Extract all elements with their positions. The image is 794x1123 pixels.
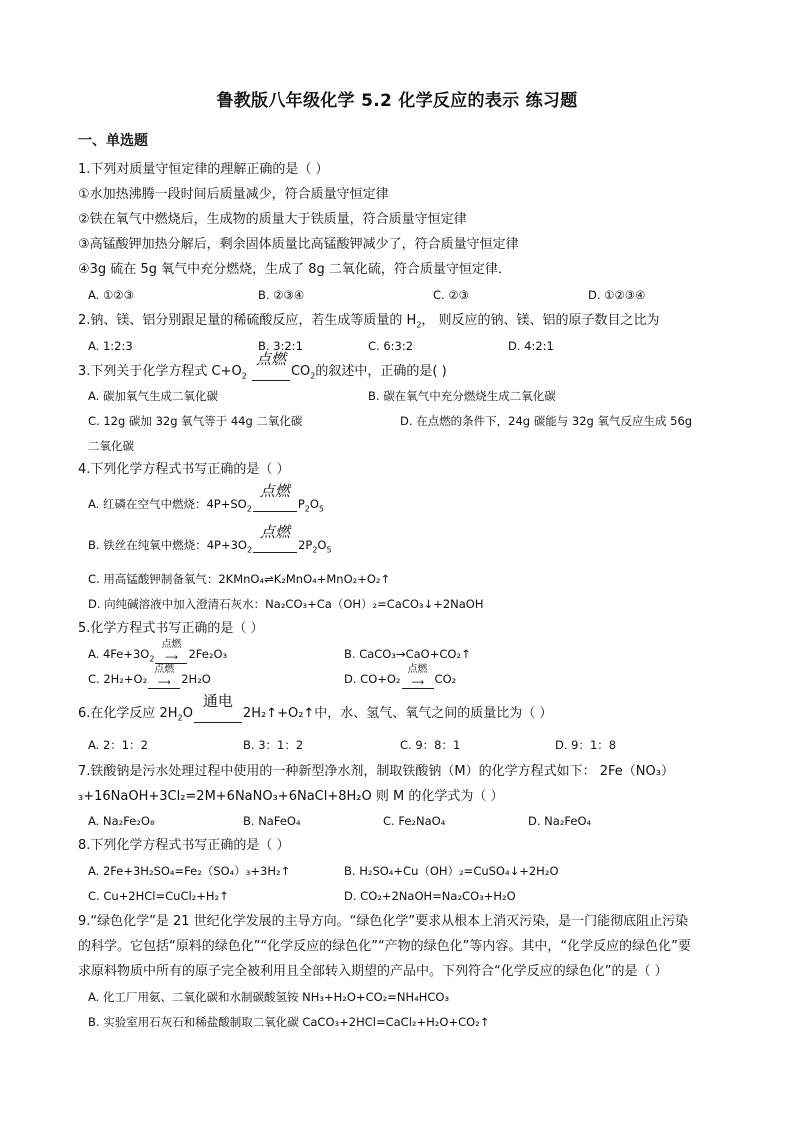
q4-option-a[interactable]: A. 红磷在空气中燃烧：$4P+SO_2$ 点燃 $P_2O_5$ — [88, 482, 324, 514]
q1-option-c[interactable]: C. ②③ — [433, 288, 469, 302]
q4-a-condition: 点燃 — [253, 497, 297, 512]
q9-option-a[interactable]: A. 化工厂用氨、二氧化碳和水制碳酸氢铵 NH₃+H₂O+CO₂=NH₄HCO₃ — [88, 990, 450, 1004]
q4-option-b[interactable]: B. 铁丝在纯氧中燃烧：$4P+3O_2$ 点燃 $2P_2O_5$ — [88, 523, 332, 555]
q4-b-condition: 点燃 — [253, 538, 297, 553]
q7-stem-line1: 7.铁酸钠是污水处理过程中使用的一种新型净水剂，制取铁酸钠（M）的化学方程式如下： 2Fe（NO₃） — [78, 764, 674, 779]
q7-option-c[interactable]: C. Fe₂NaO₄ — [383, 814, 446, 828]
q5-stem: 5.化学方程式书写正确的是（ ） — [78, 621, 264, 636]
q8-option-b[interactable]: B. H₂SO₄+Cu（OH）₂=CuSO₄↓+2H₂O — [344, 864, 559, 878]
q1-option-b[interactable]: B. ②③④ — [258, 288, 305, 302]
q8-stem: 8.下列化学方程式书写正确的是（ ） — [78, 838, 290, 853]
q5-option-d[interactable]: D. CO+O₂ 点燃 ⟶ CO₂ — [344, 664, 457, 688]
q6-option-c[interactable]: C. 9：8：1 — [400, 738, 461, 752]
q7-option-d[interactable]: D. Na₂FeO₄ — [528, 814, 592, 828]
q1-statement-3: ③高锰酸钾加热分解后，剩余固体质量比高锰酸钾减少了，符合质量守恒定律 — [78, 237, 519, 252]
q1-statement-1: ①水加热沸腾一段时间后质量减少，符合质量守恒定律 — [78, 187, 389, 202]
q9-stem-line2: 的科学。它包括“原料的绿色化”“化学反应的绿色化”“产物的绿色化”等内容。其中，“化学反应的绿色化”要 — [78, 939, 691, 954]
q8-option-c[interactable]: C. Cu+2HCl=CuCl₂+H₂↑ — [88, 889, 229, 903]
q3-stem: 3.下列关于化学方程式 $C+O_2$ 点燃 $CO_2$的叙述中，正确的是( ) — [78, 350, 447, 381]
q3-option-a[interactable]: A. 碳加氧气生成二氧化碳 — [88, 389, 218, 403]
q3-option-d-cont: 二氧化碳 — [88, 439, 134, 453]
q1-stem: 1.下列对质量守恒定律的理解正确的是（ ） — [78, 162, 329, 177]
q6-option-a[interactable]: A. 2：1：2 — [88, 738, 148, 752]
q4-option-d[interactable]: D. 向纯碱溶液中加入澄清石灰水：Na₂CO₃+Ca（OH）₂=CaCO₃↓+2NaOH — [88, 597, 484, 611]
q5-a-condition: 点燃 ⟶ — [155, 647, 187, 664]
q2-option-a[interactable]: A. 1:2:3 — [88, 339, 133, 353]
q5-c-condition: 点燃 ⟶ — [148, 672, 180, 689]
q5-option-c[interactable]: C. 2H₂+O₂ 点燃 ⟶ 2H₂O — [88, 664, 211, 688]
q8-option-a[interactable]: A. 2Fe+3H₂SO₄=Fe₂（SO₄）₃+3H₂↑ — [88, 864, 291, 878]
q3-option-c[interactable]: C. 12g 碳加 32g 氧气等于 44g 二氧化碳 — [88, 414, 303, 428]
q7-stem-line2: ₃+16NaOH+3Cl₂=2M+6NaNO₃+6NaCl+8H₂O 则 M 的化学式为（ ） — [78, 789, 504, 804]
section-heading: 一、单选题 — [78, 133, 148, 149]
q2-option-b[interactable]: B. 3:2:1 — [258, 339, 303, 353]
q9-option-b[interactable]: B. 实验室用石灰石和稀盐酸制取二氧化碳 CaCO₃+2HCl=CaCl₂+H₂O+CO₂↑ — [88, 1015, 490, 1029]
q7-option-b[interactable]: B. NaFeO₄ — [243, 814, 301, 828]
q9-stem-line1: 9.“绿色化学”是 21 世纪化学发展的主导方向。“绿色化学”要求从根本上消灭污染，是一门能彻底阻止污染 — [78, 914, 689, 929]
q1-option-a[interactable]: A. ①②③ — [88, 288, 134, 302]
q4-option-c[interactable]: C. 用高锰酸钾制备氧气：2KMnO₄⇌K₂MnO₄+MnO₂+O₂↑ — [88, 572, 391, 586]
q6-stem: 6.在化学反应 $2H_2O$ 通电 2H₂↑+O₂↑中，水、氢气、氧气之间的质量比为（ ） — [78, 692, 553, 723]
q2-option-c[interactable]: C. 6:3:2 — [368, 339, 414, 353]
q1-statement-2: ②铁在氧气中燃烧后，生成物的质量大于铁质量，符合质量守恒定律 — [78, 212, 467, 227]
q2-option-d[interactable]: D. 4:2:1 — [508, 339, 554, 353]
q5-option-a[interactable]: A. $4Fe+3O_2$ 点燃 ⟶ 2Fe₂O₃ — [88, 639, 228, 664]
page-title: 鲁教版八年级化学 5.2 化学反应的表示 练习题 — [216, 91, 578, 111]
q1-statement-4: ④3g 硫在 5g 氧气中充分燃烧，生成了 8g 二氧化硫，符合质量守恒定律． — [78, 262, 511, 277]
q6-option-d[interactable]: D. 9：1：8 — [555, 738, 617, 752]
q5-d-condition: 点燃 ⟶ — [402, 672, 434, 689]
q3-option-b[interactable]: B. 碳在氧气中充分燃烧生成二氧化碳 — [368, 389, 556, 403]
q6-condition: 通电 — [194, 706, 242, 723]
q3-condition: 点燃 — [252, 364, 290, 381]
q5-option-b[interactable]: B. CaCO₃→CaO+CO₂↑ — [344, 647, 471, 661]
q1-option-d[interactable]: D. ①②③④ — [588, 288, 646, 302]
q4-stem: 4.下列化学方程式书写正确的是（ ） — [78, 462, 290, 477]
q6-option-b[interactable]: B. 3：1：2 — [243, 738, 304, 752]
q8-option-d[interactable]: D. CO₂+2NaOH=Na₂CO₃+H₂O — [344, 889, 516, 903]
q3-option-d[interactable]: D. 在点燃的条件下，24g 碳能与 32g 氧气反应生成 56g — [400, 414, 693, 428]
q7-option-a[interactable]: A. Na₂Fe₂O₈ — [88, 814, 155, 828]
q9-stem-line3: 求原料物质中所有的原子完全被利用且全部转入期望的产品中。下列符合“化学反应的绿色化”的是（ ） — [78, 964, 668, 979]
q2-stem: 2.钠、镁、铝分别跟足量的稀硫酸反应，若生成等质量的 $H_2$， 则反应的钠、镁、铝的原子数目之比为 — [78, 313, 660, 330]
